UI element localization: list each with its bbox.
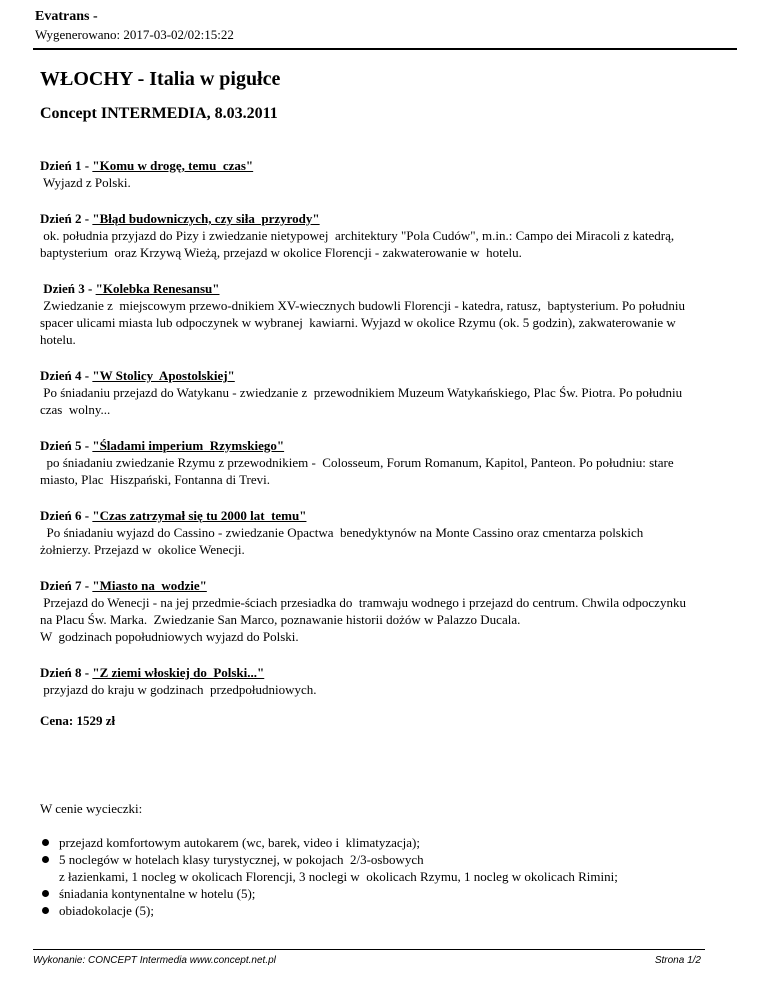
itinerary-day: [40, 664, 692, 698]
day-heading: [40, 157, 692, 174]
day-title: "Śladami imperium Rzymskiego": [92, 438, 285, 453]
includes-intro: W cenie wycieczki:: [40, 801, 143, 816]
document-subtitle: Concept INTERMEDIA, 8.03.2011: [40, 105, 278, 122]
includes-item-line: obiadokolacje (5);: [59, 903, 154, 918]
day-description-line: przyjazd do kraju w godzinach przedpołudniowych.: [40, 682, 317, 697]
bullet-icon: [42, 856, 49, 863]
includes-item-line: 5 noclegów w hotelach klasy turystycznej, w pokojach 2/3-osbowych: [59, 852, 424, 867]
includes-list: [40, 834, 618, 919]
itinerary-day: [40, 577, 692, 645]
day-description-line: Zwiedzanie z miejscowym przewo-dnikiem XV-wiecznych budowli Florencji - katedra, ratusz, baptysterium. Po południu: [40, 298, 686, 313]
day-label: Dzień 2 -: [40, 211, 93, 226]
page-header: [35, 8, 733, 43]
includes-item: [40, 834, 618, 851]
day-label: Dzień 8 -: [40, 665, 93, 680]
bullet-icon: [42, 839, 49, 846]
site-title: Evatrans -: [35, 9, 98, 24]
day-description: [40, 227, 692, 261]
includes-item-line: z łazienkami, 1 nocleg w okolicach Florencji, 3 noclegi w okolicach Rzymu, 1 nocleg w okolicach Rimini;: [59, 869, 618, 884]
day-description-line: baptysterium oraz Krzywą Wieżą, przejazd w okolice Florencji - zakwaterowanie w hotelu.: [40, 245, 522, 260]
day-label: Dzień 4 -: [40, 368, 93, 383]
day-description-line: hotelu.: [40, 332, 76, 347]
includes-item: [40, 851, 618, 885]
day-heading: [40, 577, 692, 594]
day-description-line: Po śniadaniu wyjazd do Cassino - zwiedzanie Opactwa benedyktynów na Monte Cassino oraz cmentarza polskich: [40, 525, 644, 540]
day-description-line: miasto, Plac Hiszpański, Fontanna di Trevi.: [40, 472, 271, 487]
itinerary-day: [40, 210, 692, 261]
day-label: Dzień 1 -: [40, 158, 93, 173]
bullet-icon: [42, 907, 49, 914]
day-description: [40, 384, 692, 418]
day-description-line: żołnierzy. Przejazd w okolice Wenecji.: [40, 542, 245, 557]
day-description-line: Po śniadaniu przejazd do Watykanu - zwiedzanie z przewodnikiem Muzeum Watykańskiego, Plac Św. Piotra. Po południu: [40, 385, 683, 400]
footer-divider: [33, 949, 705, 950]
day-description-line: W godzinach popołudniowych wyjazd do Polski.: [40, 629, 299, 644]
includes-item: [40, 902, 618, 919]
day-title: "Miasto na wodzie": [92, 578, 207, 593]
day-label: Dzień 5 -: [40, 438, 93, 453]
day-description: [40, 594, 692, 645]
day-description: [40, 297, 692, 348]
day-description-line: ok. południa przyjazd do Pizy i zwiedzanie nietypowej architektury "Pola Cudów", m.in.: Campo dei Miracoli z katedrą,: [40, 228, 675, 243]
day-description: [40, 681, 692, 698]
day-description-line: Przejazd do Wenecji - na jej przedmie-ściach przesiadka do tramwaju wodnego i przejazd do centrum. Chwila odpoczynku: [40, 595, 686, 610]
day-label: Dzień 3 -: [40, 281, 96, 296]
day-description-line: spacer ulicami miasta lub odpoczynek w wybranej kawiarni. Wyjazd w okolice Rzymu (ok. 5 godzin), zakwaterowanie w: [40, 315, 676, 330]
includes-item-line: przejazd komfortowym autokarem (wc, barek, video i klimatyzacja);: [59, 835, 420, 850]
day-label: Dzień 7 -: [40, 578, 93, 593]
price: Cena: 1529 zł: [40, 713, 116, 728]
day-label: Dzień 6 -: [40, 508, 93, 523]
day-title: "W Stolicy Apostolskiej": [92, 368, 235, 383]
day-description: [40, 174, 692, 191]
day-description-line: czas wolny...: [40, 402, 111, 417]
day-heading: [40, 664, 692, 681]
day-heading: [40, 367, 692, 384]
day-description-line: po śniadaniu zwiedzanie Rzymu z przewodnikiem - Colosseum, Forum Romanum, Kapitol, Panteon. Po południu: stare: [40, 455, 674, 470]
day-description: [40, 454, 692, 488]
day-description-line: Wyjazd z Polski.: [40, 175, 131, 190]
day-heading: [40, 210, 692, 227]
day-title: "Błąd budowniczych, czy siła przyrody": [92, 211, 320, 226]
day-title: "Z ziemi włoskiej do Polski...": [92, 665, 265, 680]
includes-item-line: śniadania kontynentalne w hotelu (5);: [59, 886, 256, 901]
document-title: WŁOCHY - Italia w pigułce: [40, 68, 281, 90]
itinerary-day: [40, 367, 692, 418]
page-number: Strona 1/2: [654, 955, 701, 966]
day-title: "Komu w drogę, temu czas": [92, 158, 254, 173]
itinerary-day: [40, 507, 692, 558]
bullet-icon: [42, 890, 49, 897]
generated-timestamp: Wygenerowano: 2017-03-02/02:15:22: [35, 27, 234, 42]
document-body: [40, 66, 692, 918]
day-heading: [40, 437, 692, 454]
day-heading: [40, 507, 692, 524]
day-title: "Kolebka Renesansu": [95, 281, 220, 296]
day-heading: [40, 280, 692, 297]
day-title: "Czas zatrzymał się tu 2000 lat temu": [92, 508, 307, 523]
includes-item: [40, 885, 618, 902]
header-divider: [33, 48, 737, 50]
itinerary: [40, 157, 692, 698]
footer-credit: Wykonanie: CONCEPT Intermedia www.concept.net.pl: [33, 955, 276, 966]
day-description-line: na Placu Św. Marka. Zwiedzanie San Marco, poznawanie historii dożów w Palazzo Ducala.: [40, 612, 521, 627]
itinerary-day: [40, 437, 692, 488]
itinerary-day: [40, 280, 692, 348]
day-description: [40, 524, 692, 558]
itinerary-day: [40, 157, 692, 191]
